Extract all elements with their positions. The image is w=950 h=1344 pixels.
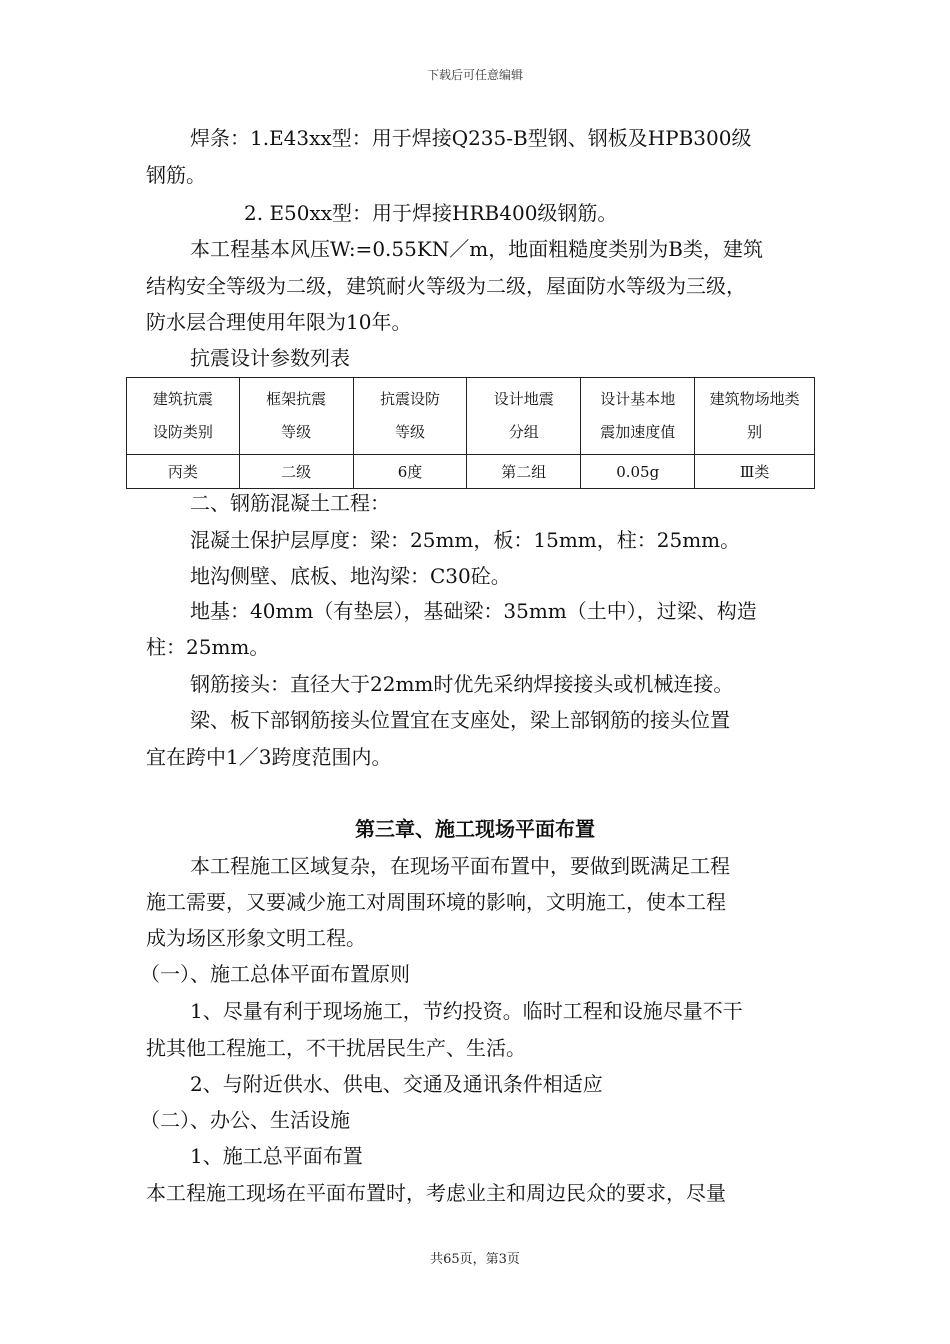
paragraph-line: 本工程施工区域复杂，在现场平面布置中，要做到既满足工程 bbox=[190, 854, 730, 878]
table-header-cell: 设计地震 分组 bbox=[467, 378, 581, 455]
paragraph-line: 1、尽量有利于现场施工，节约投资。临时工程和设施尽量不干 bbox=[190, 999, 743, 1023]
section-heading: 二、钢筋混凝土工程： bbox=[190, 491, 390, 515]
table-caption: 抗震设计参数列表 bbox=[190, 346, 350, 370]
paragraph-line: 防水层合理使用年限为10年。 bbox=[146, 310, 412, 334]
table-cell: Ⅲ类 bbox=[695, 455, 815, 489]
table-cell: 二级 bbox=[239, 455, 353, 489]
paragraph-line: 钢筋接头：直径大于22mm时优先采纳焊接接头或机械连接。 bbox=[190, 672, 734, 696]
table-cell: 0.05g bbox=[581, 455, 695, 489]
paragraph-line: 本工程基本风压W:=0.55KN／m，地面粗糙度类别为B类，建筑 bbox=[190, 237, 763, 261]
table-header-cell: 建筑物场地类 别 bbox=[695, 378, 815, 455]
section-heading: （二）、办公、生活设施 bbox=[140, 1108, 350, 1132]
table-row bbox=[127, 455, 815, 489]
table-header-row bbox=[127, 378, 815, 455]
paragraph-line: 本工程施工现场在平面布置时，考虑业主和周边民众的要求，尽量 bbox=[146, 1181, 726, 1205]
chapter-title: 第三章、施工现场平面布置 bbox=[355, 817, 595, 841]
table-header-cell: 建筑抗震 设防类别 bbox=[127, 378, 240, 455]
paragraph-line: 梁、板下部钢筋接头位置宜在支座处，梁上部钢筋的接头位置 bbox=[190, 708, 730, 732]
table-cell: 6度 bbox=[353, 455, 467, 489]
paragraph-line: 结构安全等级为二级，建筑耐火等级为二级，屋面防水等级为三级， bbox=[146, 274, 746, 298]
page-footer: 共65页，第3页 bbox=[430, 1252, 520, 1267]
paragraph-line: 1、施工总平面布置 bbox=[190, 1144, 363, 1168]
paragraph-line: 2、与附近供水、供电、交通及通讯条件相适应 bbox=[190, 1072, 603, 1096]
page-header: 下载后可任意编辑 bbox=[426, 68, 523, 82]
table-cell: 丙类 bbox=[127, 455, 240, 489]
section-heading: （一）、施工总体平面布置原则 bbox=[140, 962, 410, 986]
paragraph-line: 地沟侧壁、底板、地沟梁：C30砼。 bbox=[190, 564, 511, 588]
table-cell: 第二组 bbox=[467, 455, 581, 489]
paragraph-line: 宜在跨中1／3跨度范围内。 bbox=[146, 745, 392, 769]
table-header-cell: 设计基本地 震加速度值 bbox=[581, 378, 695, 455]
paragraph-line: 柱：25mm。 bbox=[146, 635, 270, 659]
table-header-cell: 抗震设防 等级 bbox=[353, 378, 467, 455]
table-header-cell: 框架抗震 等级 bbox=[239, 378, 353, 455]
paragraph-line: 成为场区形象文明工程。 bbox=[146, 926, 366, 950]
paragraph-line: 扰其他工程施工，不干扰居民生产、生活。 bbox=[146, 1036, 526, 1060]
seismic-parameter-table bbox=[126, 377, 815, 489]
paragraph-line: 施工需要，又要减少施工对周围环境的影响，文明施工，使本工程 bbox=[146, 890, 726, 914]
paragraph-line: 2. E50xx型：用于焊接HRB400级钢筋。 bbox=[244, 201, 618, 225]
paragraph-line: 钢筋。 bbox=[146, 163, 206, 187]
paragraph-line: 混凝土保护层厚度：梁：25mm，板：15mm，柱：25mm。 bbox=[190, 528, 741, 552]
paragraph-line: 焊条：1.E43xx型：用于焊接Q235-B型钢、钢板及HPB300级 bbox=[190, 126, 752, 150]
paragraph-line: 地基：40mm（有垫层），基础梁：35mm（土中），过梁、构造 bbox=[190, 599, 757, 623]
